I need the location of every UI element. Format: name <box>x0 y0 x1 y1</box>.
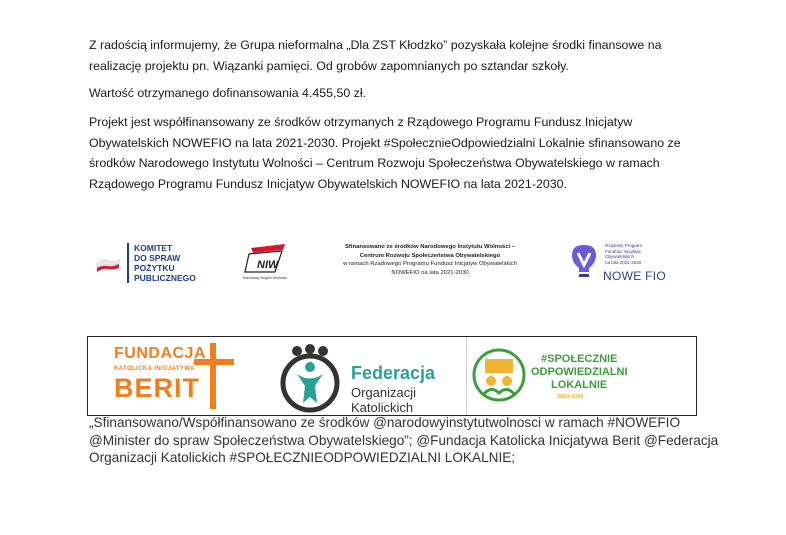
poland-flag-icon <box>95 255 121 273</box>
nowefio-bulb-icon <box>567 241 601 286</box>
katolicka-inicjatywa-word: KATOLICKA INICJATYWA <box>114 366 195 372</box>
fundacja-berit-logo <box>110 341 240 411</box>
spolecznie-word: #SPOŁECZNIE <box>541 353 618 365</box>
odpowiedzialni-word: ODPOWIEDZIALNI <box>531 366 628 378</box>
funding-amount-paragraph: Wartość otrzymanego dofinansowania 4.455,50 zł. <box>89 86 367 100</box>
nowefio-logo <box>567 241 677 286</box>
social-caption: „Sfinansowano/Współfinansowano ze środków @narodowyinstytutwolnosci w ramach #NOWEFIO @Minister do spraw Społeczeństwa Obywatelskiego”; @Fundacja Katolicka Inicjatywa Berit @Federacja Organizacji Katolickich #SPOŁECZNIEODPOWIEDZIALNI LOKALNIE; <box>89 415 719 466</box>
nowefio-small-4: na lata 2021-2030 <box>605 259 642 265</box>
komitet-line-4: PUBLICZNEGO <box>134 273 196 283</box>
people-circle-icon <box>273 341 347 415</box>
katolickich-word: Katolickich <box>351 400 414 415</box>
federacja-logo <box>273 341 453 415</box>
komitet-logo <box>95 243 215 287</box>
komitet-line-2: DO SPRAW <box>134 253 181 263</box>
niw-center-line-1: Sfinansowano ze środków Narodowego Instytutu Wolności – <box>344 244 516 250</box>
cofinancing-paragraph: Projekt jest współfinansowany ze środków otrzymanych z Rządowego Programu Fundusz Inicjatyw Obywatelskich NOWEFIO na lata 2021-2030. Projekt #SpołecznieOdpowiedzialni Lokalnie sfinansowano ze środków Narodowego Instytutu Wolności – Centrum Rozwoju Społeczeństwa Obywatelskiego w ramach Rządowego Programu Fundusz Inicjatyw Obywatelskich NOWEFIO na lata 2021-2030. <box>89 115 681 191</box>
komitet-line-1: KOMITET <box>134 243 173 253</box>
nowefio-small-1: Rządowy Program <box>605 243 643 248</box>
nowefio-small-3: Obywatelskich <box>605 254 635 259</box>
spolecznie-odpowiedzialni-logo <box>471 347 631 409</box>
niw-flag-icon <box>235 242 295 276</box>
niw-center-line-3: w ramach Rządowego Programu Fundusz Inicjatyw Obywatelskich <box>343 261 517 268</box>
box-divider <box>466 337 467 415</box>
komitet-line-3: POŻYTKU <box>134 263 175 273</box>
intro-paragraph: Z radością informujemy, że Grupa nieformalna „Dla ZST Kłodzko” pozyskała kolejne środki finansowe na realizację projektu pn. Wiązanki pamięci. Od grobów zapomnianych po sztandar szkoły. <box>89 38 662 73</box>
niw-label: Narodowy Instytut Wolności <box>242 276 288 280</box>
spol-years: 2024-2026 <box>557 394 584 400</box>
niw-logo <box>235 242 295 290</box>
berit-word: BERIT <box>114 373 200 403</box>
komitet-divider <box>127 243 129 283</box>
organizacji-word: Organizacji <box>351 385 417 400</box>
community-circle-icon <box>471 347 527 403</box>
nowefio-small-2: Fundusz Inicjatyw <box>605 248 641 254</box>
niw-center-line-2: Centrum Rozwoju Społeczeństwa Obywatelskiego <box>359 252 501 259</box>
nowefio-title: NOWE FIO <box>603 269 667 283</box>
niw-funding-statement <box>305 243 555 278</box>
niw-center-line-4: NOWEFIO na lata 2021-2030 <box>391 270 469 277</box>
fundacja-word: FUNDACJA <box>114 345 206 362</box>
partners-logo-box <box>87 336 697 416</box>
lokalnie-word: LOKALNIE <box>551 379 608 391</box>
federacja-word: Federacja <box>351 363 436 383</box>
niw-mark: NIW <box>257 259 279 271</box>
